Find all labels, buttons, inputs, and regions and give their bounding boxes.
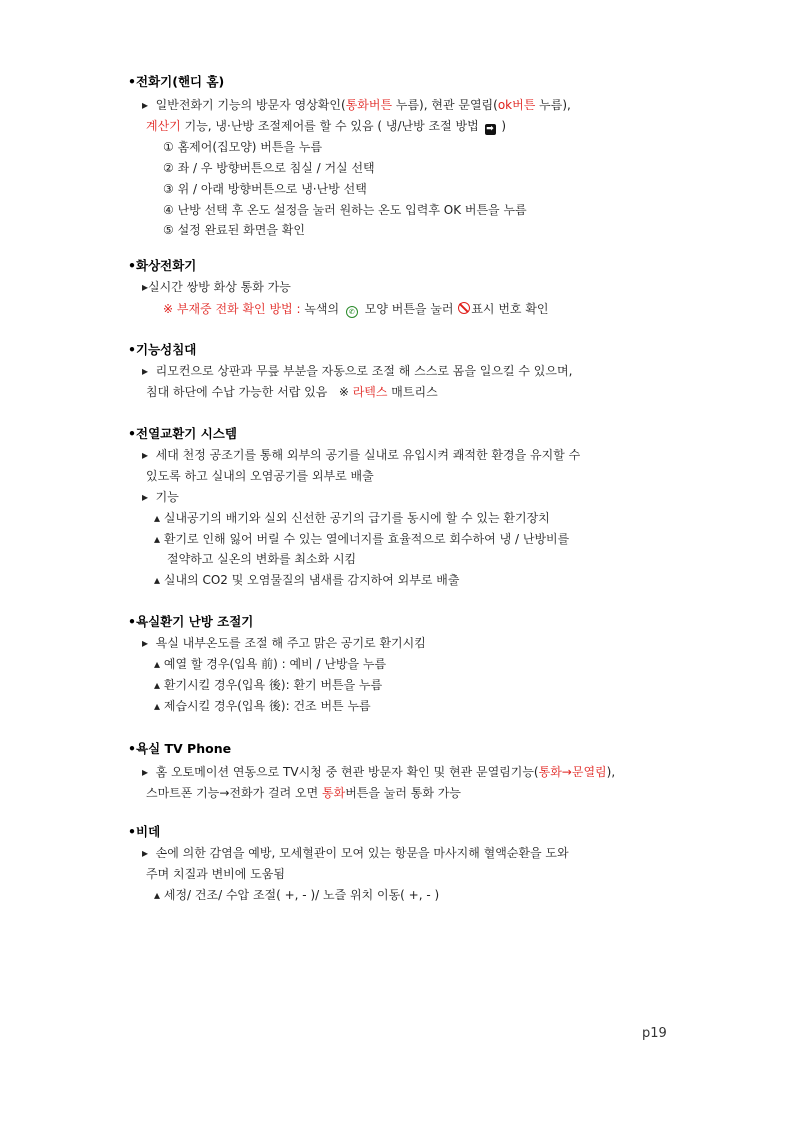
- ventilation-desc-line-2: 있도록 하고 실내의 오염공기를 외부로 배출: [146, 469, 374, 483]
- bath-heater-item-3: ▴ 제습시킬 경우(입욕 後): 건조 버튼 누름: [154, 699, 371, 713]
- videophone-desc: ▸실시간 쌍방 화상 통화 가능: [142, 280, 291, 294]
- bath-heater-item-2: ▴ 환기시킬 경우(입욕 後): 환기 버튼을 누름: [154, 678, 383, 692]
- section-heading-bed: •기능성침대: [128, 342, 197, 357]
- videophone-note: ※ 부재중 전화 확인 방법 : 녹색의 ✆ 모양 버튼을 눌러 표시 번호 확인: [163, 302, 549, 316]
- section-heading-bath-heater: •욕실환기 난방 조절기: [128, 614, 254, 629]
- ventilation-item-2-cont: 절약하고 실온의 변화를 최소화 시킴: [167, 552, 357, 566]
- bath-heater-item-1: ▴ 예열 할 경우(입욕 前) : 예비 / 난방을 누름: [154, 657, 387, 671]
- ventilation-item-2: ▴ 환기로 인해 잃어 버릴 수 있는 열에너지를 효율적으로 회수하여 냉 / 난방비를: [154, 532, 570, 546]
- prohibited-icon: [458, 302, 470, 314]
- ventilation-item-3: ▴ 실내의 CO2 및 오염물질의 냄새를 감지하여 외부로 배출: [154, 573, 460, 587]
- bed-desc-line-1: ▸ 리모컨으로 상판과 무릎 부분을 자동으로 조절 해 스스로 몸을 일으킬 수 있으며,: [142, 364, 573, 378]
- page-number: p19: [642, 1026, 667, 1041]
- phone-step-5: ⑤ 설정 완료된 화면을 확인: [163, 223, 305, 237]
- phone-step-1: ① 홈제어(집모양) 버튼을 누름: [163, 140, 323, 154]
- bidet-item: ▴ 세정/ 건조/ 수압 조절( +, - )/ 노즐 위치 이동( +, - ): [154, 888, 440, 902]
- phone-desc-line-2: 계산기 기능, 냉·난방 조절제어를 할 수 있음 ( 냉/난방 조절 방법 ➡ ): [146, 119, 507, 134]
- ventilation-function-label: ▸ 기능: [142, 490, 179, 504]
- bath-tv-desc-line-1: ▸ 홈 오토메이션 연동으로 TV시청 중 현관 방문자 확인 및 현관 문열림기능(통화→문열림),: [142, 765, 616, 779]
- phone-step-4: ④ 난방 선택 후 온도 설정을 눌러 원하는 온도 입력후 OK 버튼을 누름: [163, 203, 527, 217]
- bath-heater-desc: ▸ 욕실 내부온도를 조절 해 주고 맑은 공기로 환기시킴: [142, 636, 426, 650]
- section-heading-bidet: •비데: [128, 824, 161, 839]
- section-heading-bath-tv: •욕실 TV Phone: [128, 741, 232, 756]
- section-heading-ventilation: •전열교환기 시스템: [128, 426, 237, 441]
- bath-tv-desc-line-2: 스마트폰 기능→전화가 걸려 오면 통화버튼을 눌러 통화 가능: [146, 786, 461, 800]
- phone-step-2: ② 좌 / 우 방향버튼으로 침실 / 거실 선택: [163, 161, 375, 175]
- bidet-desc-line-1: ▸ 손에 의한 감염을 예방, 모세혈관이 모여 있는 항문을 마사지해 혈액순환을 도와: [142, 846, 569, 860]
- arrow-icon: ➡: [486, 124, 494, 134]
- ventilation-desc-line-1: ▸ 세대 천정 공조기를 통해 외부의 공기를 실내로 유입시켜 쾌적한 환경을 유지할 수: [142, 448, 581, 462]
- bidet-desc-line-2: 주며 치질과 변비에 도움됨: [146, 867, 285, 881]
- bed-desc-line-2: 침대 하단에 수납 가능한 서랍 있음 ※ 라텍스 매트리스: [146, 385, 438, 399]
- phone-icon: ✆: [346, 306, 358, 318]
- section-heading-phone: •전화기(핸디 홈): [128, 74, 225, 89]
- ventilation-item-1: ▴ 실내공기의 배기와 실외 신선한 공기의 급기를 동시에 할 수 있는 환기장치: [154, 511, 550, 525]
- phone-step-3: ③ 위 / 아래 방향버튼으로 냉·난방 선택: [163, 182, 367, 196]
- section-heading-videophone: •화상전화기: [128, 258, 197, 273]
- phone-desc-line-1: ▸ 일반전화기 기능의 방문자 영상확인(통화버튼 누름), 현관 문열림(ok버튼 누름),: [142, 98, 571, 112]
